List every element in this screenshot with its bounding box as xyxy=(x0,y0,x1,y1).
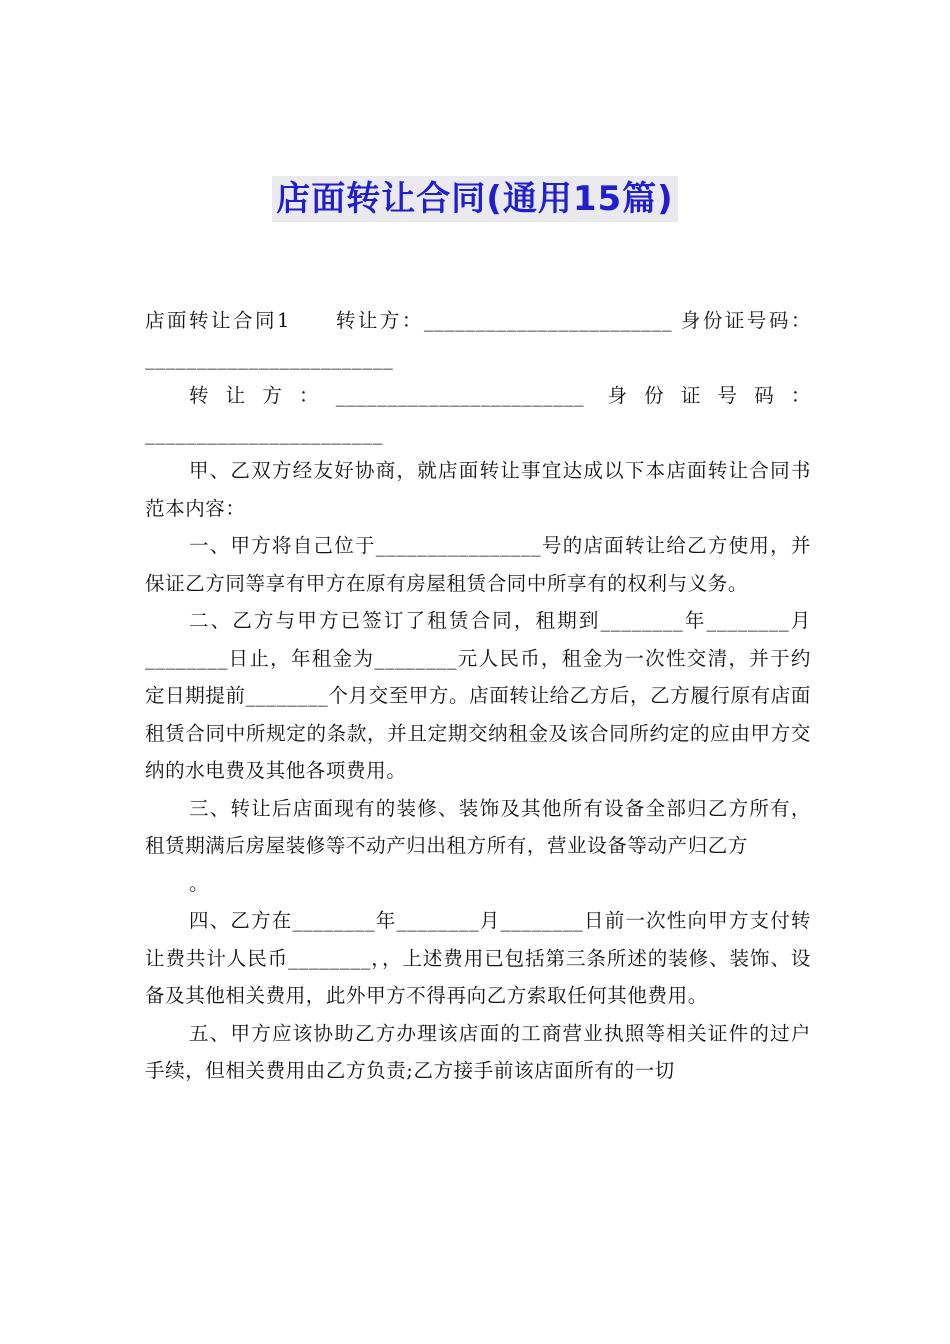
paragraph-intro: 甲、乙双方经友好协商，就店面转让事宜达成以下本店面转让合同书范本内容： xyxy=(145,459,811,520)
clause-3-period: 。 xyxy=(189,871,210,895)
clause-1: 一、甲方将自己位于________________号的店面转让给乙方使用，并保证乙方同等享有甲方在原有房屋租赁合同中所享有的权利与义务。 xyxy=(145,534,811,595)
paragraph-transferor: 店面转让合同1 转让方：________________________ 身份证号码：________________________ xyxy=(145,309,811,370)
clause-5: 五、甲方应该协助乙方办理该店面的工商营业执照等相关证件的过户手续，但相关费用由乙方负责;乙方接手前该店面所有的一切 xyxy=(145,1021,811,1082)
clause-2: 二、乙方与甲方已签订了租赁合同，租期到________年________月________日止，年租金为________元人民币，租金为一次性交清，并于约定日期提前________个月交至甲方。店面转让给乙方后，乙方履行原有店面租赁合同中所规定的条款，并且定期交纳租金及该合同所约定的应由甲方交纳的水电费及其他各项费用。 xyxy=(145,609,811,782)
document-body xyxy=(145,302,811,1090)
clause-3: 三、转让后店面现有的装修、装饰及其他所有设备全部归乙方所有，租赁期满后房屋装修等不动产归出租方所有，营业设备等动产归乙方 xyxy=(145,796,811,857)
clause-4: 四、乙方在________年________月________日前一次性向甲方支付转让费共计人民币________，，上述费用已包括第三条所述的装修、装饰、设备及其他相关费用，此外甲方不得再向乙方索取任何其他费用。 xyxy=(145,909,811,1007)
paragraph-transferee: 转让方：________________________ 身份证号码：_______________________ xyxy=(145,384,811,445)
title-container xyxy=(0,176,950,222)
document-title: 店面转让合同(通用15篇) xyxy=(272,176,677,222)
